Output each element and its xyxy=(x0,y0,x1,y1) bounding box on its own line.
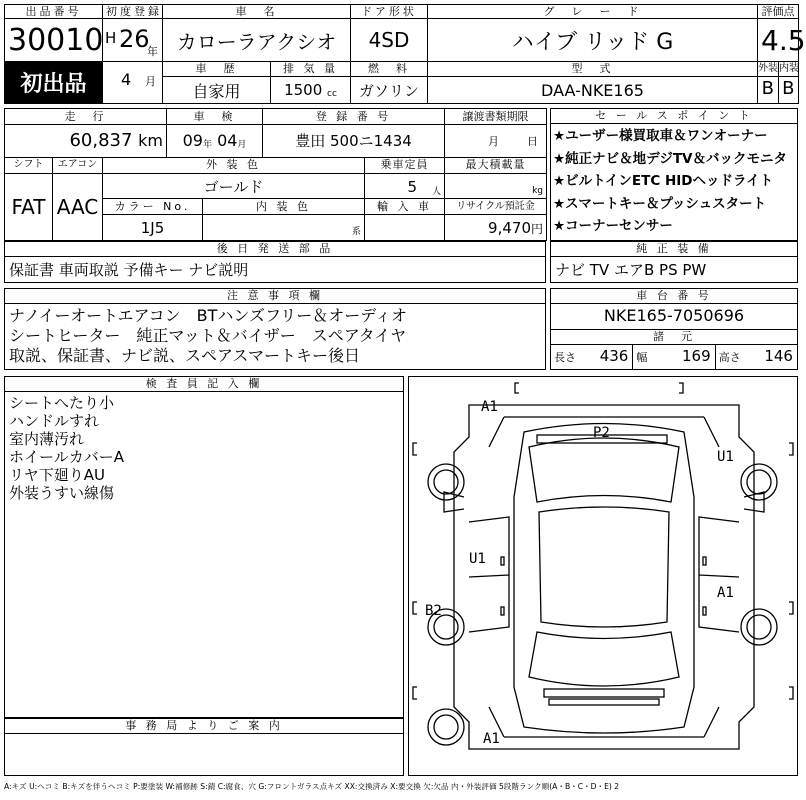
height xyxy=(716,345,797,369)
load-unit: kg xyxy=(532,185,544,196)
equipment-title: 純 正 装 備 xyxy=(550,241,798,257)
interior-color xyxy=(203,215,365,241)
notes xyxy=(4,304,546,370)
inspector-line: 室内薄汚れ xyxy=(9,430,85,448)
color-label: 外 装 色 xyxy=(103,157,365,173)
model-label: 型 式 xyxy=(428,62,758,77)
air-conditioner: AAC xyxy=(53,173,103,240)
mileage-label: 走 行 xyxy=(5,109,167,125)
sales-point: ★ユーザー様買取車＆ワンオーナー xyxy=(553,128,768,144)
inspector-line: リヤ下廻りAU xyxy=(9,466,105,484)
sales-point: ★ビルトインETC HIDヘッドライト xyxy=(553,173,774,189)
int-label: 内装 xyxy=(779,63,799,75)
grade-label: グ レ ー ド xyxy=(428,5,758,19)
first-listing-badge: 初出品 xyxy=(5,62,103,104)
shift-label: シフト xyxy=(5,157,53,173)
ext-int-labels xyxy=(758,62,799,77)
ac-label: エアコン xyxy=(53,157,103,173)
ext-int-grades xyxy=(758,77,799,104)
ext-label: 外装 xyxy=(758,62,779,76)
month-unit: 月 xyxy=(145,75,156,89)
sales-point: ★純正ナビ＆地デジTV＆バックモニタ xyxy=(553,150,787,167)
header-table xyxy=(4,4,806,104)
sales-point: ★コーナーセンサー xyxy=(553,218,673,234)
dimensions xyxy=(550,345,798,370)
damage-mark: U1 xyxy=(469,551,486,567)
mileage xyxy=(5,125,167,157)
deadline xyxy=(445,125,547,157)
note-line: ナノイーオートエアコン BTハンズフリー＆オーディオ xyxy=(9,306,408,325)
length-value: 436 xyxy=(599,347,629,365)
max-load xyxy=(445,173,547,198)
equipment: ナビ TV エアB PS PW xyxy=(550,257,798,283)
later-parts-title: 後 日 発 送 部 品 xyxy=(4,241,546,257)
mileage-unit: km xyxy=(138,131,164,151)
fuel-label: 燃 料 xyxy=(351,62,428,77)
disp-label: 排 気 量 xyxy=(271,62,351,77)
recycle-label: リサイクル預託金 xyxy=(445,199,547,215)
width xyxy=(633,345,715,369)
deadline-day: 日 xyxy=(527,134,539,148)
chassis-title: 車 台 番 号 xyxy=(550,288,798,304)
damage-mark: P2 xyxy=(593,425,610,441)
disp-unit: cc xyxy=(327,89,337,100)
mileage-value: 60,837 xyxy=(69,130,133,152)
damage-mark: A1 xyxy=(481,399,498,415)
damage-mark: A1 xyxy=(483,731,500,747)
door-label: ドア形状 xyxy=(351,5,428,19)
later-parts: 保証書 車両取説 予備キー ナビ説明 xyxy=(4,257,546,283)
inspector-notes xyxy=(4,392,404,718)
plate-label: 登 録 番 号 xyxy=(263,109,445,125)
length xyxy=(551,345,633,369)
lot-label: 出品番号 xyxy=(5,5,103,19)
capacity-unit: 人 xyxy=(432,186,442,197)
lot-number: 30010 xyxy=(5,19,103,62)
legend: A:キズ U:ヘコミ B:キズを伴うヘコミ P:要塗装 W:補修跡 S:錆 C:腐食、穴 G:フロントガラス点キズ XX:交換済み X:要交換 欠:欠品 内・外装評価 5段階ランク順(A・B・C・D・E) 2 xyxy=(4,782,620,791)
fuel: ガソリン xyxy=(351,77,428,104)
chassis-number: NKE165-7050696 xyxy=(550,304,798,330)
reg-date xyxy=(103,19,163,62)
score: 4.5 xyxy=(758,19,799,62)
int-grade: B xyxy=(782,78,795,100)
plate-number: 豊田 500ニ1434 xyxy=(263,125,445,157)
grade: ハイブ リッド G xyxy=(428,19,758,62)
height-value: 146 xyxy=(764,347,793,365)
dims-title: 諸 元 xyxy=(550,329,798,345)
reg-year: 26 xyxy=(119,25,150,54)
inspect-month-unit: 月 xyxy=(237,140,247,151)
damage-mark: U1 xyxy=(717,449,734,465)
inspect-label: 車 検 xyxy=(167,109,263,125)
sales-point: ★スマートキー＆プッシュスタート xyxy=(553,195,767,212)
inspector-line: シートへたり小 xyxy=(9,394,115,412)
recycle-unit: 円 xyxy=(531,221,544,236)
inspector-line: ハンドルすれ xyxy=(9,412,100,430)
note-line: シートヒーター 純正マット＆バイザー スペアタイヤ xyxy=(9,326,407,345)
inspect-year-unit: 年 xyxy=(202,140,212,151)
sales-title: セ ー ル ス ポ イ ン ト xyxy=(550,108,798,124)
note-line: 取説、保証書、ナビ説、スペアスマートキー後日 xyxy=(9,346,361,365)
import-label: 輸 入 車 xyxy=(365,199,445,215)
width-value: 169 xyxy=(682,347,711,365)
inspector-line: ホイールカバーA xyxy=(9,448,124,466)
inspection-expiry xyxy=(167,125,263,157)
damage-diagram xyxy=(408,376,798,776)
displacement xyxy=(271,77,351,104)
capacity-label: 乗車定員 xyxy=(365,157,445,173)
recycle-fee xyxy=(445,215,547,241)
int-color-unit: 系 xyxy=(352,227,362,238)
history-label: 車 歴 xyxy=(163,62,271,77)
details-table xyxy=(4,108,547,241)
load-label: 最大積載量 xyxy=(445,157,547,173)
reg-month-value: 4 xyxy=(121,70,132,90)
inspector-title: 検 査 員 記 入 欄 xyxy=(4,376,404,392)
reg-label: 初度登録 xyxy=(103,5,163,19)
inspect-month: 04 xyxy=(217,131,238,151)
disp-value: 1500 xyxy=(284,81,323,100)
import-car xyxy=(365,215,445,241)
notes-title: 注 意 事 項 欄 xyxy=(4,288,546,304)
car-name: カローラアクシオ xyxy=(163,19,351,62)
score-label: 評価点 xyxy=(758,5,799,19)
car-history: 自家用 xyxy=(163,77,271,104)
damage-mark: A1 xyxy=(717,585,734,601)
name-label: 車 名 xyxy=(163,5,351,19)
color-number: 1J5 xyxy=(103,215,203,241)
era: H xyxy=(105,29,117,48)
width-label: 幅 xyxy=(636,351,648,364)
office-notes xyxy=(4,734,404,776)
inspect-year: 09 xyxy=(182,131,203,151)
capacity xyxy=(365,173,445,198)
length-label: 長さ xyxy=(554,351,576,364)
exterior-color: ゴールド xyxy=(103,173,365,198)
ext-grade: B xyxy=(758,77,779,103)
reg-month xyxy=(103,62,163,104)
shift: FAT xyxy=(5,173,53,240)
office-title: 事 務 局 よ り ご 案 内 xyxy=(4,718,404,734)
capacity-value: 5 xyxy=(407,177,417,196)
int-color-label: 内 装 色 xyxy=(203,199,365,215)
height-label: 高さ xyxy=(718,351,741,364)
deadline-month: 月 xyxy=(488,134,500,148)
year-unit: 年 xyxy=(147,45,158,59)
model-code: DAA-NKE165 xyxy=(428,77,758,104)
inspector-line: 外装うすい線傷 xyxy=(9,484,115,502)
sales-points xyxy=(550,124,798,241)
color-no-label: カラー No. xyxy=(103,199,203,215)
damage-mark: B2 xyxy=(425,603,442,619)
recycle-value: 9,470 xyxy=(488,218,531,237)
deadline-label: 譲渡書類期限 xyxy=(445,109,547,125)
door-type: 4SD xyxy=(351,19,428,62)
